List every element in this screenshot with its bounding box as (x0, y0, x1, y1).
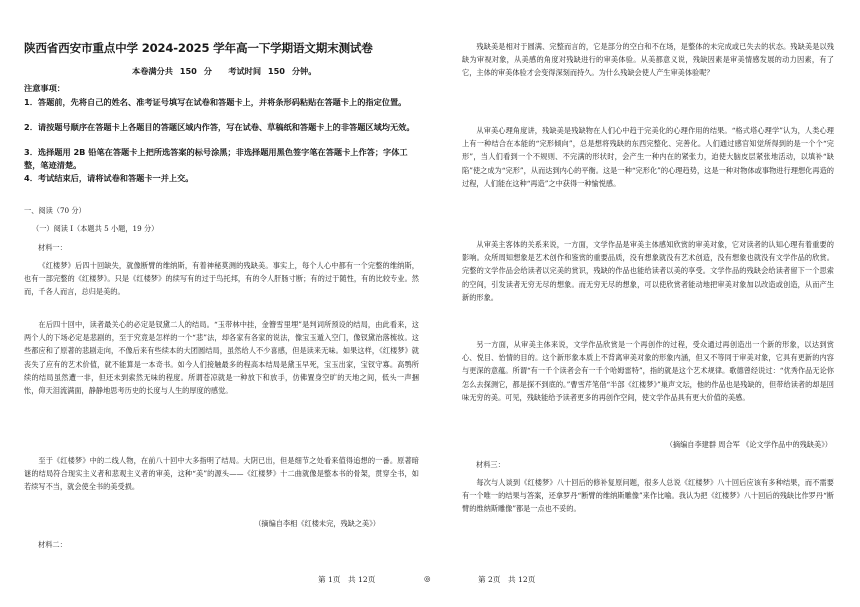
material-1-label: 材料一： (38, 243, 67, 252)
attribution-1: （摘编自李相《红楼未完，残缺之美》） (254, 519, 380, 528)
exam-title: 陕西省西安市重点中学 2024-2025 学年高一下学期语文期末测试卷 (24, 41, 373, 55)
material-3-label: 材料三： (476, 460, 505, 469)
notice-heading: 注意事项： (24, 83, 65, 93)
subsection-heading: （一）阅读 I（本题共 5 小题，19 分） (32, 224, 159, 233)
right-paragraph-5: 每次与人谈到《红楼梦》八十回后的修补复原问题，很多人总说《红楼梦》八十回后应该有多种结果，而不需要有一个唯一的结果与答案，还拿罗丹“断臂的维纳斯雕像”来作比喻。我认为把《红楼梦》八十回后的残缺比作罗丹“断臂的维纳斯雕像”都是一点也不妥的。 (462, 478, 834, 514)
left-paragraph-3: 至于《红楼梦》中的二线人物，在前八十回中大多指明了结局。大阴已出，但是细节之处看来值得追想的一番。原著暗谜的结局符合现实主义者和悲观主义者的审美，这种“美”的源头——《红楼梦》十二曲就像是整本书的骨架，贯穿全书，如若续写不当，就会使全书的美受损。 (24, 456, 419, 492)
material-2-label: 材料二： (38, 540, 67, 549)
notice-item: 4．考试结束后，请将试卷和答题卡一并上交。 (24, 173, 194, 183)
section-heading: 一、阅读（70 分） (24, 206, 86, 215)
notice-item: 3．选择题用 2B 铅笔在答题卡上把所选答案的标号涂黑；非选择题用黑色签字笔在答题卡上作答；字体工整，笔迹清楚。 (24, 147, 408, 170)
center-mark: ◎ (424, 574, 431, 583)
page-number-right: 第 2页 共 12页 (478, 575, 536, 584)
exam-subtitle: 本卷满分共 150 分 考试时间 150 分钟。 (132, 66, 317, 76)
page-number-left: 第 1页 共 12页 (318, 575, 376, 584)
attribution-2: （摘编自李建群 周合军 《论文学作品中的残缺美》） (665, 440, 832, 449)
left-paragraph-2: 在后四十回中，读者最关心的必定是钗黛二人的结局。“玉带林中挂，金簪雪里埋”是判词所预设的结局，由此看来，这两个人的下场必定是悲剧的，至于究竟是怎样的一个“悲”法，却各家有各家的说法，像宝玉遁入空门，像钗黛治落梳妆。这些都应和了原著的悲剧走向，不像后来有些续本的大团圆结局，虽然给人不少喜感，但是读来无味。如果这样，《红楼梦》就丧失了应有的艺术价值，就不能算是一本奇书。如今人们接触最多的程高本结局是黛玉早死，宝玉出家，宝钗守寡。高鹗所续的结局虽然遭一非，但还未到索然无味的程度。所谓苍凉就是一种放下和放手，仿佛置身空旷的天地之间，低头一声捆怅，仰天泪流满面，静静地思考历史的长度与人生的厚度的感觉。 (24, 320, 419, 396)
right-paragraph-1: 残缺美是相对于圆满、完整而言的，它是部分的空白和不在场，是整体的未完成或已失去的状态。残缺美是以残缺为审视对象，从美感的角度对残缺进行的审美体验。从美都意义说，残缺因素是审美情感发展的动力因素，有了它，主体的审美体验才会变得深刻而持久。为什么残缺会使人产生审美体验呢？ (462, 42, 834, 78)
notice-item: 2．请按题号顺序在答题卡上各题目的答题区域内作答，写在试卷、草稿纸和答题卡上的非答题区域均无效。 (24, 122, 415, 132)
right-paragraph-2: 从审美心理角度讲，残缺美是残缺物在人们心中趋于完美化的心理作用的结果。“格式塔心理学”认为，人类心理上有一种结合在本能的“完形倾向”，总是想将残缺的东西完整化、完善化。人们通过感官知觉所得到的是一个个“完形”，当人们看到一个不规则、不完满的形状时，会产生一种内在的紧张力，迫使大脑皮层紧张地活动，以填补“缺陷”使之成为“完形”，从而达到内心的平衡。这是一种“完形化”的心理趋势，这是一种对物体或事物进行理想化再造的过程，人们能在这种“再造”之中获得一种愉悦感。 (462, 126, 834, 188)
right-paragraph-3: 从审美主客体的关系来说，一方面，文学作品是审美主体感知欣赏的审美对象，它对读者的认知心理有着重要的影响。众所周知想象是艺术创作和鉴赏的重要品质，没有想象就没有艺术创造，没有想象也就没有文学作品的欣赏。完整的文学作品会给读者以完美的赏识，残缺的作品也能给读者以美的享受。文学作品的残缺会给读者留下一个思索的空间，引发读者无穷无尽的想象。而无穷无尽的想象，可以使欣赏者能动地把审美对象加以改造或创造，从而产生新的形象。 (462, 240, 834, 302)
left-paragraph-1: 《红楼梦》后四十回缺失，就像断臂的维纳斯，有着神秘莫测的残缺美。事实上，每个人心中都有一个完整的维纳斯，也有一部完整的《红楼梦》。只是《红楼梦》的续写有的过于鸟托邦，有的令人肝肠寸断；有的过于随性，有的比较专业。然而，千各人而言，总归是美的。 (24, 261, 419, 297)
notice-item: 1．答题前，先将自己的姓名、准考证号填写在试卷和答题卡上，并将条形码粘贴在答题卡上的指定位置。 (24, 97, 407, 107)
right-paragraph-4: 另一方面，从审美主体来说，文学作品欣赏是一个再创作的过程，受众通过再创造出一个新的形象，以达到赏心、悦目、怡情的目的。这个新形象本质上不背离审美对象的形象内涵，但又不等同于审美对象，它具有更新的内容与更深的意蕴。所谓“有一千个读者会有一千个哈姆雷特”，指的就是这个艺术规律。歌德曾经说过：“优秀作品无论你怎么去探测它，都是探不到底的。”曹雪芹笔借“半部《红楼梦》”巢声文坛，他的作品也是残缺的，但带给读者的却是回味无穷的美。可见，残缺能给予读者更多的再创作空间，使文学作品具有更大价值的美感。 (462, 340, 834, 402)
